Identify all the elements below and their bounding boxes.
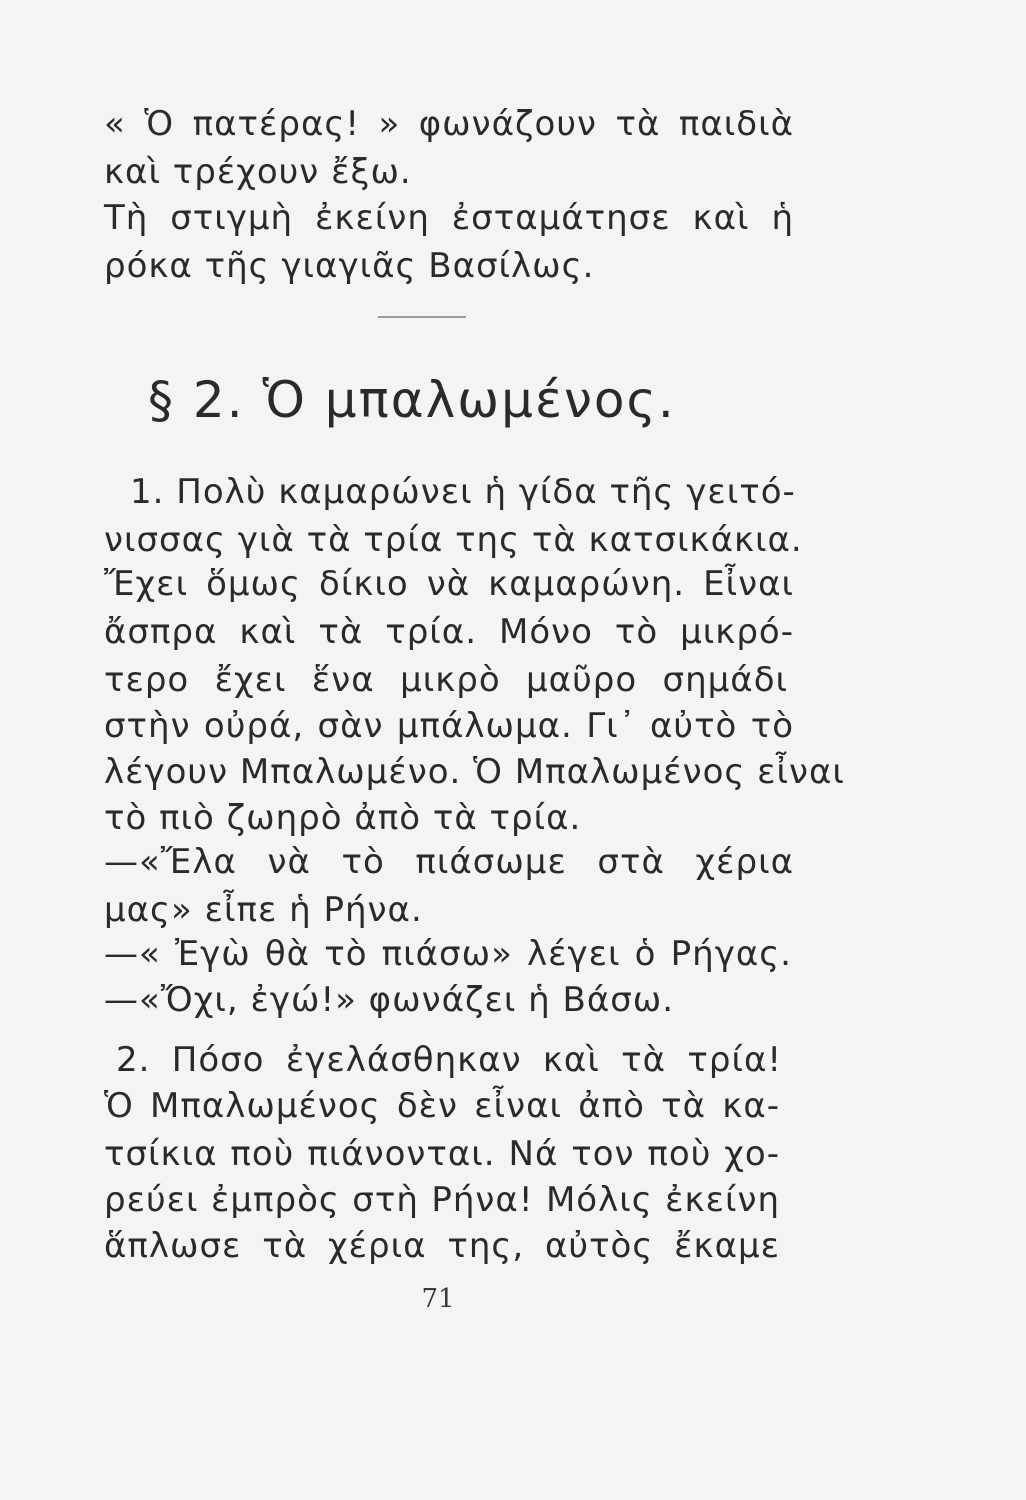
s1-line-8: τὸ πιὸ ζωηρὸ ἀπὸ τὰ τρία. — [104, 798, 582, 838]
s1-line-11: —« Ἐγὼ θὰ τὸ πιάσω» λέγει ὁ Ρήγας. — [104, 934, 792, 974]
intro-line-1: « Ὁ πατέρας! » φωνάζουν τὰ παιδιὰ — [104, 104, 794, 144]
section-heading: § 2. Ὁ μπαλωμένος. — [148, 371, 676, 429]
page-number: 71 — [421, 1284, 455, 1314]
intro-line-3: Τὴ στιγμὴ ἐκείνη ἐσταμάτησε καὶ ἡ — [104, 198, 794, 238]
intro-line-4: ρόκα τῆς γιαγιᾶς Βασίλως. — [104, 246, 595, 286]
s2-line-1: 2. Πόσο ἐγελάσθηκαν καὶ τὰ τρία! — [116, 1040, 782, 1080]
s1-line-12: —«Ὄχι, ἐγώ!» φωνάζει ἡ Βάσω. — [104, 980, 675, 1020]
s2-line-4: ρεύει ἐμπρὸς στὴ Ρήνα! Μόλις ἐκείνη — [104, 1180, 780, 1220]
s1-line-7: λέγουν Μπαλωμένο. Ὁ Μπαλωμένος εἶναι — [104, 752, 845, 792]
s2-line-5: ἅπλωσε τὰ χέρια της, αὐτὸς ἔκαμε — [104, 1226, 780, 1266]
s1-line-2: νισσας γιὰ τὰ τρία της τὰ κατσικάκια. — [104, 520, 803, 560]
s2-line-3: τσίκια ποὺ πιάνονται. Νά τον ποὺ χο- — [104, 1134, 780, 1174]
s1-line-6: στὴν οὐρά, σὰν μπάλωμα. Γι᾽ αὐτὸ τὸ — [104, 706, 794, 746]
s1-line-1: 1. Πολὺ καμαρώνει ἡ γίδα τῆς γειτό- — [130, 472, 796, 512]
s1-line-9: —«Ἔλα νὰ τὸ πιάσωμε στὰ χέρια — [104, 842, 794, 882]
s1-line-3: Ἔχει ὅμως δίκιο νὰ καμαρώνη. Εἶναι — [104, 564, 794, 604]
s1-line-5: τερο ἔχει ἕνα μικρὸ μαῦρο σημάδι — [104, 660, 788, 700]
s1-line-4: ἄσπρα καὶ τὰ τρία. Μόνο τὸ μικρό- — [104, 612, 794, 652]
intro-line-2: καὶ τρέχουν ἔξω. — [104, 152, 412, 192]
s2-line-2: Ὁ Μπαλωμένος δὲν εἶναι ἀπὸ τὰ κα- — [104, 1086, 780, 1126]
s1-line-10: μας» εἶπε ἡ Ρήνα. — [104, 890, 423, 930]
section-divider — [378, 316, 466, 318]
